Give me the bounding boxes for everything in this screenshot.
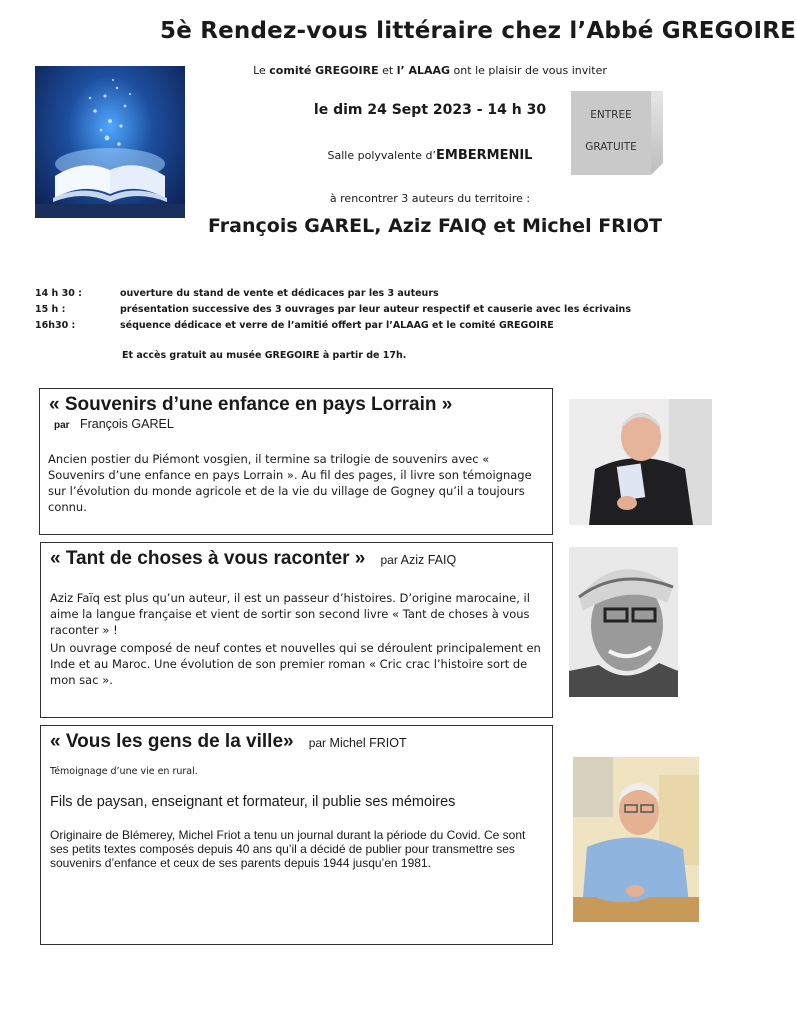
book-title: « Tant de choses à vous raconter »	[50, 548, 366, 569]
portrait-icon	[569, 399, 712, 525]
badge-line-2: GRATUITE	[585, 141, 637, 153]
author-name: François GAREL	[79, 417, 174, 431]
badge-side-face	[651, 91, 663, 175]
book-subtitle: Témoignage d’une vie en rural.	[50, 766, 198, 777]
author-name: Michel FRIOT	[329, 736, 407, 750]
meet-line: à rencontrer 3 auteurs du territoire :	[329, 192, 531, 205]
schedule-text: présentation successive des 3 ouvrages par leur auteur respectif et causerie avec les écrivains	[120, 304, 631, 315]
invite-text: Le	[253, 64, 270, 77]
open-book-illustration	[35, 66, 185, 218]
book-author	[309, 736, 407, 750]
invite-text: ont le plaisir de vous inviter	[450, 64, 607, 77]
author-photo-friot	[573, 757, 699, 922]
book-header	[50, 548, 456, 570]
portrait-icon	[573, 757, 699, 922]
event-date: le dim 24 Sept 2023 - 14 h 30	[313, 102, 547, 118]
book-description: Originaire de Blémerey, Michel Friot a tenu un journal durant la période du Covid. Ce sont ses petits textes composés depuis 40 ans qu’il a décidé de publier pour transmettre ses souvenirs d’enfance et ceux de ses parents depuis 1944 jusqu’en 1981.	[50, 828, 526, 870]
book-card-faiq	[40, 542, 553, 718]
book-description: Aziz Faïq est plus qu’un auteur, il est un passeur d’histoires. D’origine marocaine, il aime la langue française et vient de sortir son second livre « Tant de choses à vous raconter » !	[50, 591, 530, 637]
invite-text: et	[378, 64, 397, 77]
page-title: 5è Rendez-vous littéraire chez l’Abbé GREGOIRE	[160, 18, 796, 44]
schedule-row	[35, 288, 439, 299]
schedule-text: séquence dédicace et verre de l’amitié offert par l’ALAAG et le comité GREGOIRE	[120, 320, 554, 331]
schedule-time: 15 h :	[35, 304, 66, 315]
book-description: Un ouvrage composé de neuf contes et nouvelles qui se déroulent principalement en Inde et au Maroc. Une évolution de son premier roman « Cric crac l’histoire sort de mon sac ».	[50, 641, 541, 687]
open-book-icon	[35, 66, 185, 218]
author-name: Aziz FAIQ	[400, 553, 457, 567]
book-title: « Vous les gens de la ville»	[50, 731, 294, 752]
book-author	[380, 553, 456, 567]
portrait-icon	[569, 547, 678, 697]
schedule-row	[35, 304, 631, 315]
par-label: par	[54, 420, 70, 431]
schedule-row	[35, 320, 554, 331]
book-card-garel	[39, 388, 553, 535]
authors-line: François GAREL, Aziz FAIQ et Michel FRIOT	[208, 215, 662, 237]
schedule-time: 14 h 30 :	[35, 288, 82, 299]
invitation-line	[230, 64, 630, 77]
schedule-time: 16h30 :	[35, 320, 76, 331]
par-label: par	[308, 736, 327, 750]
free-entry-badge	[571, 91, 651, 175]
book-title: « Souvenirs d’une enfance en pays Lorrain »	[49, 394, 453, 415]
badge-line-1: ENTREE	[590, 109, 632, 121]
schedule-text: ouverture du stand de vente et dédicaces par les 3 auteurs	[120, 288, 439, 299]
author-photo-faiq	[569, 547, 678, 697]
museum-note: Et accès gratuit au musée GREGOIRE à partir de 17h.	[122, 350, 407, 361]
organizer-2: l’ ALAAG	[396, 64, 451, 77]
book-heading: Fils de paysan, enseignant et formateur, il publie ses mémoires	[50, 794, 456, 810]
event-venue	[230, 148, 630, 163]
venue-place: EMBERMENIL	[436, 148, 533, 163]
author-photo-garel	[569, 399, 712, 525]
book-card-friot	[40, 725, 553, 945]
par-label: par	[380, 553, 398, 567]
venue-label: Salle polyvalente d’	[327, 149, 437, 162]
book-author	[54, 417, 174, 431]
book-description: Ancien postier du Piémont vosgien, il termine sa trilogie de souvenirs avec « Souvenirs d’une enfance en pays Lorrain ». Au fil des pages, il livre son témoignage sur l’évolution du monde agricole et de la vie du village de Gogney qu’il a toujours connu.	[48, 452, 532, 514]
organizer-1: comité GREGOIRE	[269, 64, 379, 77]
book-header	[50, 731, 407, 753]
